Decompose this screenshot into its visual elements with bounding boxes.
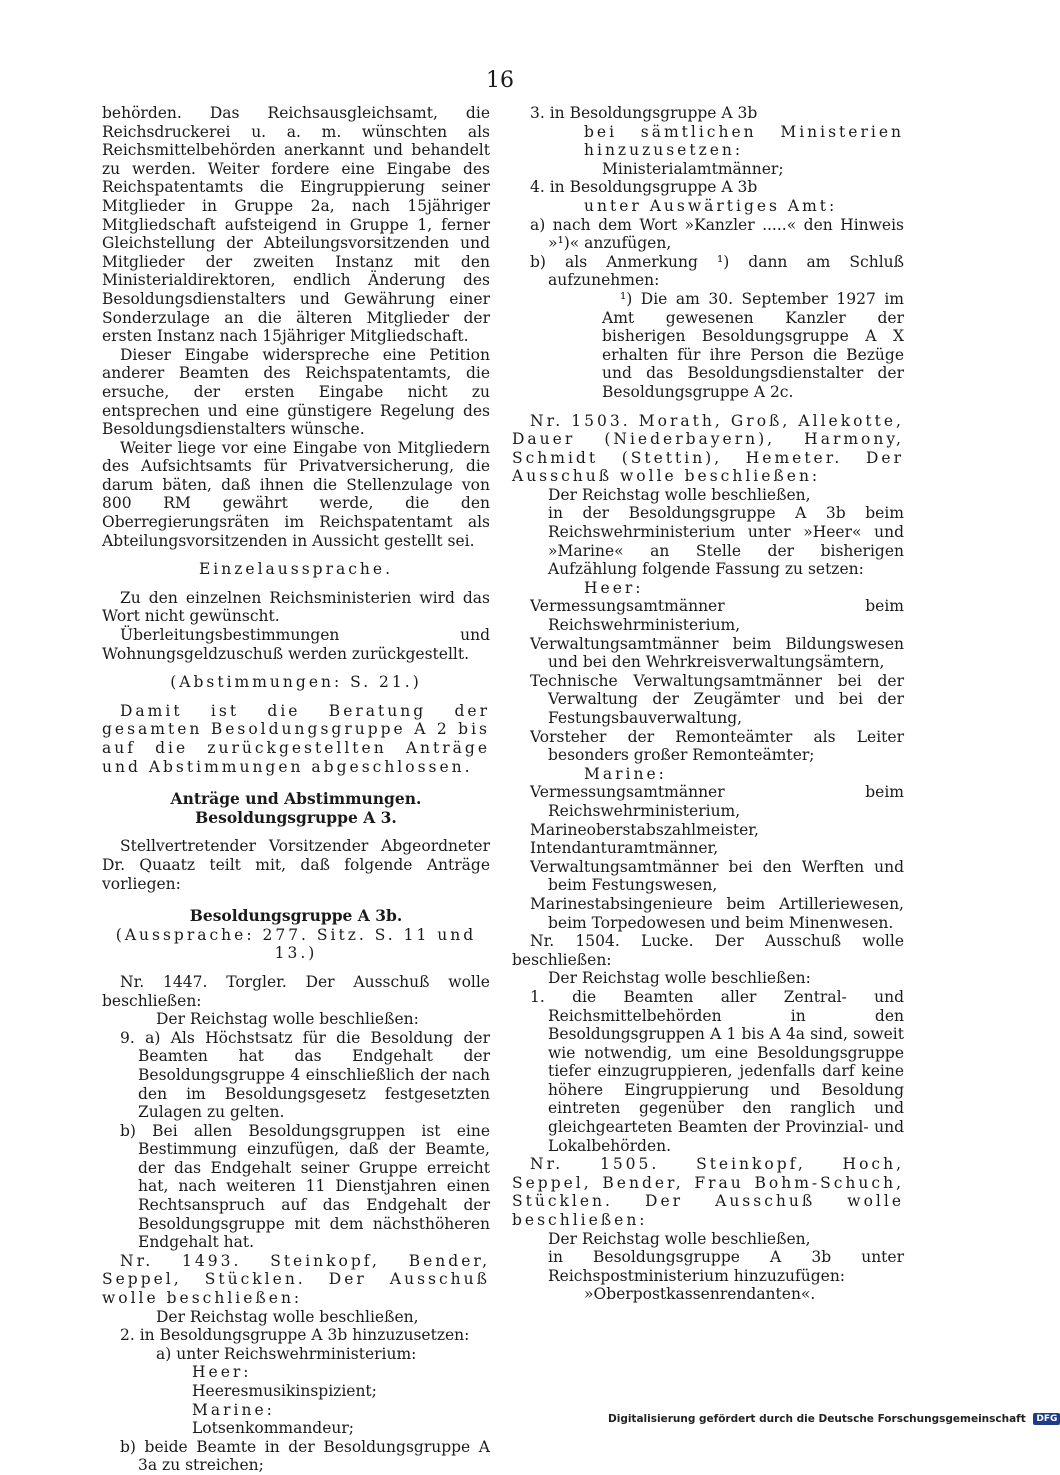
- right-column-paragraph: Intendanturamtmänner,: [530, 839, 719, 858]
- left-column-paragraph: Stellvertretender Vorsitzender Abgeordneter Dr. Quaatz teilt mit, daß folgende Anträge vorliegen:: [102, 837, 490, 893]
- right-column-paragraph: 1. die Beamten aller Zentral- und Reichsmittelbehörden in den Besoldungsgruppen A 1 bis A 4a sind, soweit wie notwendig, um eine Besoldungsgruppe tiefer einzugruppieren, jedenfalls darf keine höhere Eingruppierung und Besoldung eintreten gegenüber den ranglich und gleichgearteten Beamten der Provinzial- und Lokalbehörden.: [530, 987, 904, 1155]
- right-column-paragraph: Nr. 1503. Morath, Groß, Allekotte, Dauer (Niederbayern), Harmony, Schmidt (Stettin), Hemeter. Der Ausschuß wolle beschließen:: [512, 411, 904, 486]
- left-column-paragraph: Besoldungsgruppe A 3b.: [189, 906, 403, 926]
- right-column-paragraph: Marinestabsingenieure beim Artilleriewesen, beim Torpedowesen und beim Minenwesen.: [530, 894, 904, 932]
- left-column-paragraph: Weiter liege vor eine Eingabe von Mitgliedern des Aufsichtsamts für Privatversicherung, die darum bäten, daß ihnen die Stellenzulage von 800 RM gewährt werde, die den Oberregierungsräten im Reichspatentamt als Abteilungsvorsitzenden in Aussicht gestellt sei.: [102, 438, 490, 550]
- right-column-paragraph: Nr. 1505. Steinkopf, Hoch, Seppel, Bender, Frau Bohm-Schuch, Stücklen. Der Ausschuß wolle beschließen:: [512, 1155, 904, 1230]
- right-column-paragraph: a) nach dem Wort »Kanzler .....« den Hinweis »¹)« anzufügen,: [530, 215, 904, 253]
- left-column-paragraph: Überleitungsbestimmungen und Wohnungsgeldzuschuß werden zurückgestellt.: [102, 626, 490, 663]
- right-column-paragraph: Verwaltungsamtmänner bei den Werften und beim Festungswesen,: [530, 857, 904, 895]
- right-column-paragraph: Heer:: [584, 578, 644, 597]
- left-column-paragraph: Marine:: [192, 1400, 275, 1419]
- right-column-paragraph: Vorsteher der Remonteämter als Leiter besonders großer Remonteämter;: [530, 727, 904, 765]
- left-column-paragraph: Dieser Eingabe widerspreche eine Petition anderer Beamten des Reichspatentamts, die ersuche, der ersten Eingabe nicht zu entsprechen und eine günstigere Regelung des Besoldungsdienstalters wünsche.: [102, 345, 490, 439]
- right-column-paragraph: Ministerialamtmänner;: [602, 159, 784, 178]
- right-column: [512, 104, 904, 1304]
- left-column-paragraph: Nr. 1447. Torgler. Der Ausschuß wolle beschließen:: [102, 972, 490, 1010]
- right-column-paragraph: Vermessungsamtmänner beim Reichswehrministerium,: [530, 783, 904, 820]
- left-column-paragraph: a) unter Reichswehrministerium:: [156, 1344, 417, 1363]
- right-column-paragraph: b) als Anmerkung ¹) dann am Schluß aufzunehmen:: [530, 252, 904, 290]
- left-column: [102, 104, 490, 1475]
- left-column-paragraph: Der Reichstag wolle beschließen:: [156, 1010, 419, 1029]
- left-column-paragraph: Lotsenkommandeur;: [192, 1419, 355, 1438]
- page-number: 16: [486, 68, 514, 93]
- left-column-paragraph: (Aussprache: 277. Sitz. S. 11 und 13.): [115, 925, 477, 963]
- left-column-paragraph: Der Reichstag wolle beschließen,: [156, 1307, 419, 1326]
- footer: [608, 1413, 1060, 1425]
- left-column-paragraph: 2. in Besoldungsgruppe A 3b hinzuzusetzen:: [120, 1326, 470, 1345]
- right-column-paragraph: ¹) Die am 30. September 1927 im Amt gewesenen Kanzler der bisherigen Besoldungsgruppe A X erhalten für ihre Person die Bezüge und das Besoldungsdienstalter der Besoldungsgruppe A 2c.: [602, 289, 904, 401]
- right-column-paragraph: Der Reichstag wolle beschließen:: [548, 969, 811, 988]
- right-column-paragraph: Marineoberstabszahlmeister,: [530, 820, 759, 839]
- right-column-paragraph: Marine:: [584, 764, 667, 783]
- right-column-paragraph: Der Reichstag wolle beschließen,: [548, 485, 811, 504]
- left-column-paragraph: Zu den einzelnen Reichsministerien wird das Wort nicht gewünscht.: [102, 588, 490, 626]
- left-column-paragraph: Nr. 1493. Steinkopf, Bender, Seppel, Stücklen. Der Ausschuß wolle beschließen:: [102, 1251, 490, 1308]
- right-column-paragraph: »Oberpostkassenrendanten«.: [584, 1285, 816, 1304]
- right-column-paragraph: 4. in Besoldungsgruppe A 3b: [530, 178, 758, 197]
- right-column-paragraph: bei sämtlichen Ministerien hinzuzusetzen:: [584, 122, 904, 160]
- right-column-paragraph: in der Besoldungsgruppe A 3b beim Reichswehrministerium unter »Heer« und »Marine« an Stelle der bisherigen Aufzählung folgende Fassung zu setzen:: [548, 504, 904, 579]
- left-column-paragraph: behörden. Das Reichsausgleichsamt, die Reichsdruckerei u. a. m. wünschten als Reichsmittelbehörden anerkannt und behandelt zu werden. Weiter fordere eine Eingabe des Reichspatentamts die Eingruppierung seiner Mitglieder in Gruppe 2a, nach 15jähriger Mitgliedschaft aufsteigend in Gruppe 1, ferner Gleichstellung der Abteilungsvorsitzenden und Mitglieder der zweiten Instanz mit den Ministerialdirektoren, endlich Änderung des Besoldungsdienstalters und Gewährung einer Sonderzulage an die älteren Mitglieder der ersten Instanz nach 15jähriger Mitgliedschaft.: [102, 104, 490, 346]
- right-column-paragraph: 3. in Besoldungsgruppe A 3b: [530, 104, 758, 122]
- right-column-paragraph: in Besoldungsgruppe A 3b unter Reichspostministerium hinzuzufügen:: [548, 1248, 904, 1285]
- right-column-paragraph: unter Auswärtiges Amt:: [584, 196, 838, 215]
- left-column-paragraph: Anträge und Abstimmungen.: [170, 789, 422, 809]
- right-column-paragraph: Technische Verwaltungsamtmänner bei der Verwaltung der Zeugämter und bei der Festungsbauverwaltung,: [530, 671, 904, 727]
- right-column-paragraph: Verwaltungsamtmänner beim Bildungswesen und bei den Wehrkreisverwaltungsämtern,: [530, 634, 904, 672]
- left-column-paragraph: b) beide Beamte in der Besoldungsgruppe A 3a zu streichen;: [120, 1437, 490, 1475]
- footer-text: Digitalisierung gefördert durch die Deutsche Forschungsgemeinschaft: [608, 1413, 1026, 1425]
- dfg-logo: DFG: [1033, 1413, 1060, 1425]
- left-column-paragraph: Damit ist die Beratung der gesamten Besoldungsgruppe A 2 bis auf die zurückgestellten Anträge und Abstimmungen abgeschlossen.: [102, 701, 490, 776]
- left-column-paragraph: (Abstimmungen: S. 21.): [170, 673, 422, 692]
- left-column-paragraph: Heeresmusikinspizient;: [192, 1382, 377, 1400]
- left-column-paragraph: 9. a) Als Höchstsatz für die Besoldung der Beamten hat das Endgehalt der Besoldungsgruppe 4 einschließlich der nach den im Besoldungsgesetz festgesetzten Zulagen zu gelten.: [120, 1028, 490, 1122]
- right-column-paragraph: Der Reichstag wolle beschließen,: [548, 1229, 811, 1248]
- right-column-paragraph: Vermessungsamtmänner beim Reichswehrministerium,: [530, 597, 904, 635]
- left-column-paragraph: b) Bei allen Besoldungsgruppen ist eine Bestimmung einzufügen, daß der Beamte, der das Endgehalt seiner Gruppe erreicht hat, nach weiteren 11 Dienstjahren einen Rechtsanspruch auf das Endgehalt der Besoldungsgruppe mit dem nächsthöheren Endgehalt hat.: [120, 1121, 490, 1252]
- right-column-paragraph: Nr. 1504. Lucke. Der Ausschuß wolle beschließen:: [512, 932, 904, 969]
- left-column-paragraph: Besoldungsgruppe A 3.: [195, 807, 397, 827]
- left-column-paragraph: Heer:: [192, 1363, 252, 1382]
- left-column-paragraph: Einzelaussprache.: [198, 560, 394, 579]
